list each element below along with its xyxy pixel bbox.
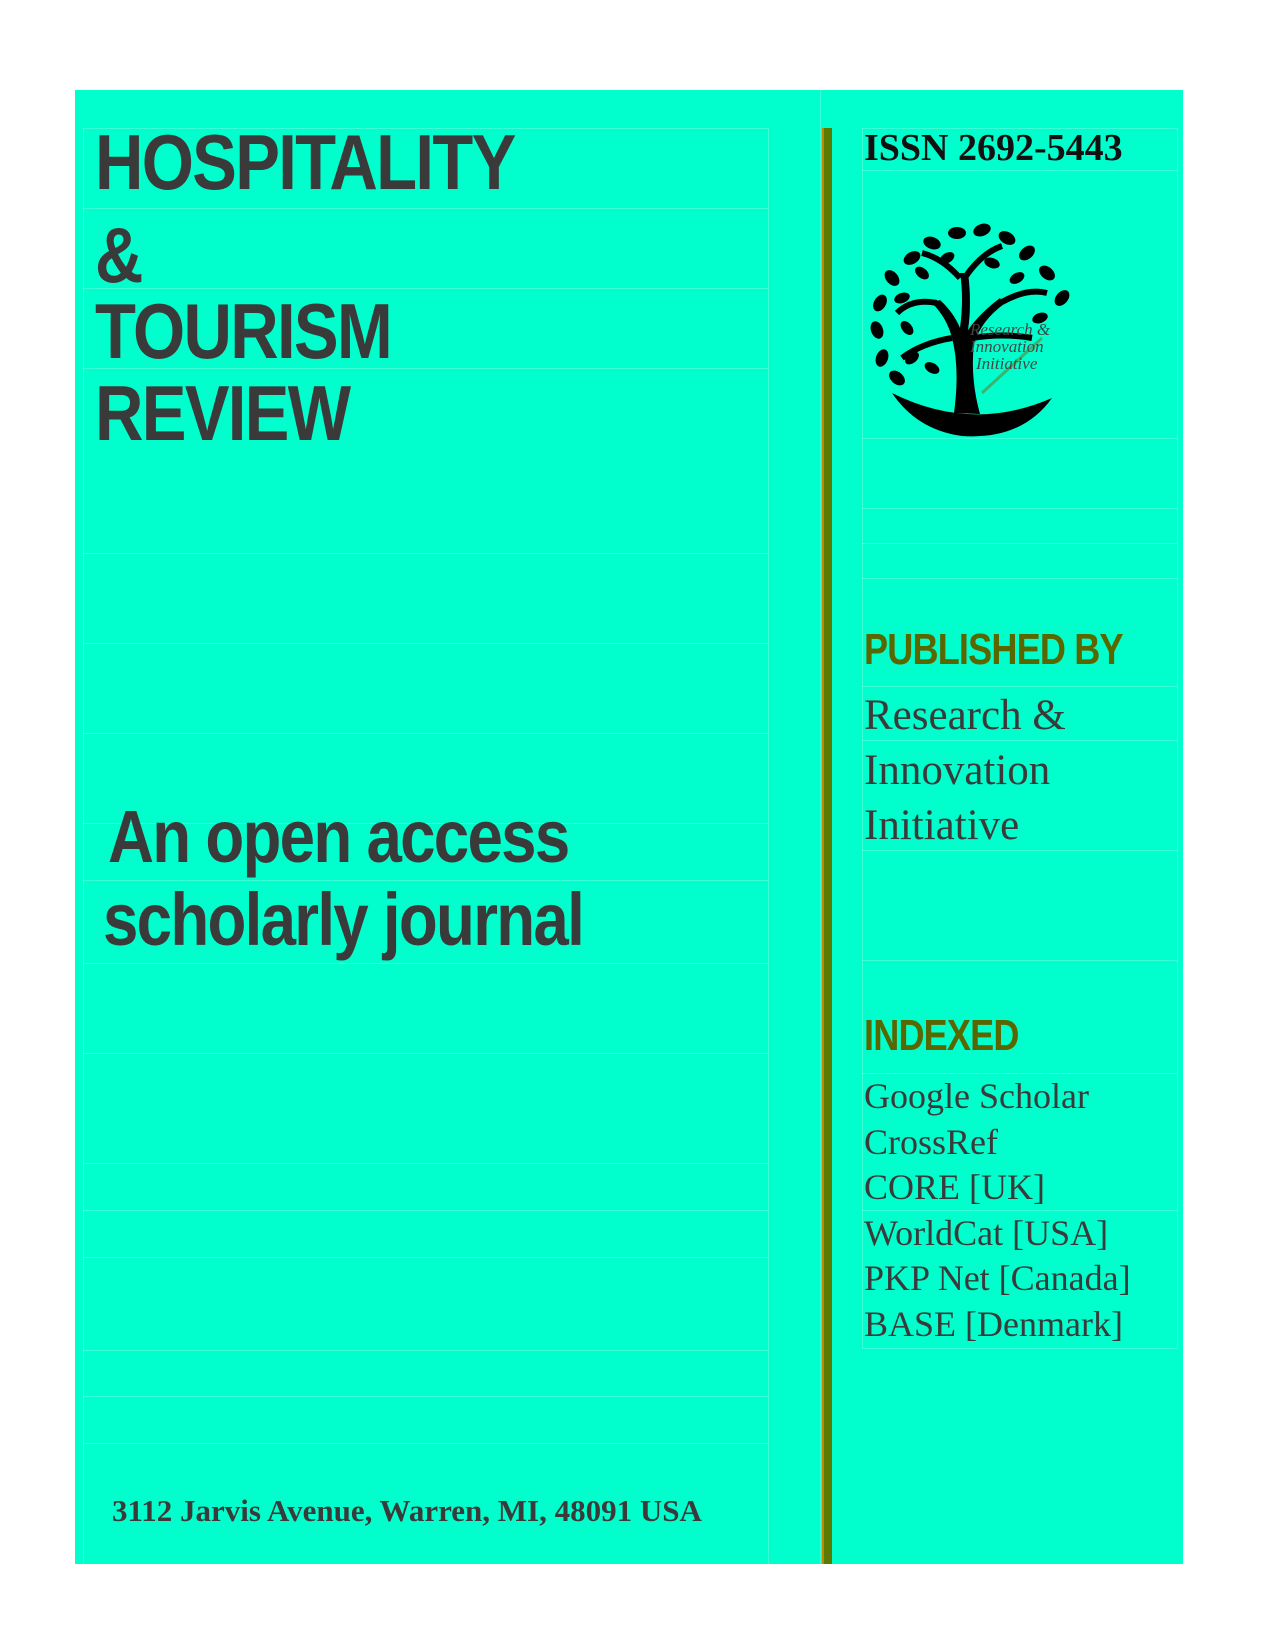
tree-icon <box>862 218 1082 440</box>
tagline-line-2: scholarly journal <box>103 878 584 961</box>
logo-text-line-1: Research & <box>970 320 1051 339</box>
publisher-line-1: Research & <box>864 692 1066 739</box>
tagline-line-1: An open access <box>108 795 569 878</box>
title-line-1: HOSPITALITY <box>95 118 515 206</box>
index-item: CORE [UK] <box>864 1167 1045 1207</box>
index-item: PKP Net [Canada] <box>864 1258 1131 1298</box>
publisher-address: 3112 Jarvis Avenue, Warren, MI, 48091 USA <box>112 1493 702 1528</box>
index-item: WorldCat [USA] <box>864 1212 1109 1253</box>
vertical-divider <box>822 128 832 1564</box>
index-item: Google Scholar <box>864 1076 1089 1116</box>
title-line-2: & <box>95 211 142 299</box>
publisher-line-2: Innovation <box>864 747 1051 794</box>
publisher-name <box>864 688 1164 853</box>
publisher-line-3: Initiative <box>864 802 1020 849</box>
index-item: CrossRef <box>864 1121 998 1162</box>
title-line-3: TOURISM <box>95 287 392 375</box>
index-item: BASE [Denmark] <box>864 1303 1123 1344</box>
index-list <box>864 1074 1131 1347</box>
issn-number: ISSN 2692-5443 <box>864 127 1123 169</box>
indexed-heading: INDEXED <box>864 1011 1019 1060</box>
published-by-heading: PUBLISHED BY <box>864 625 1123 674</box>
logo-text-line-3: Initiative <box>976 354 1038 373</box>
title-line-4: REVIEW <box>95 369 350 457</box>
logo-text-line-2: Innovation <box>970 337 1044 356</box>
